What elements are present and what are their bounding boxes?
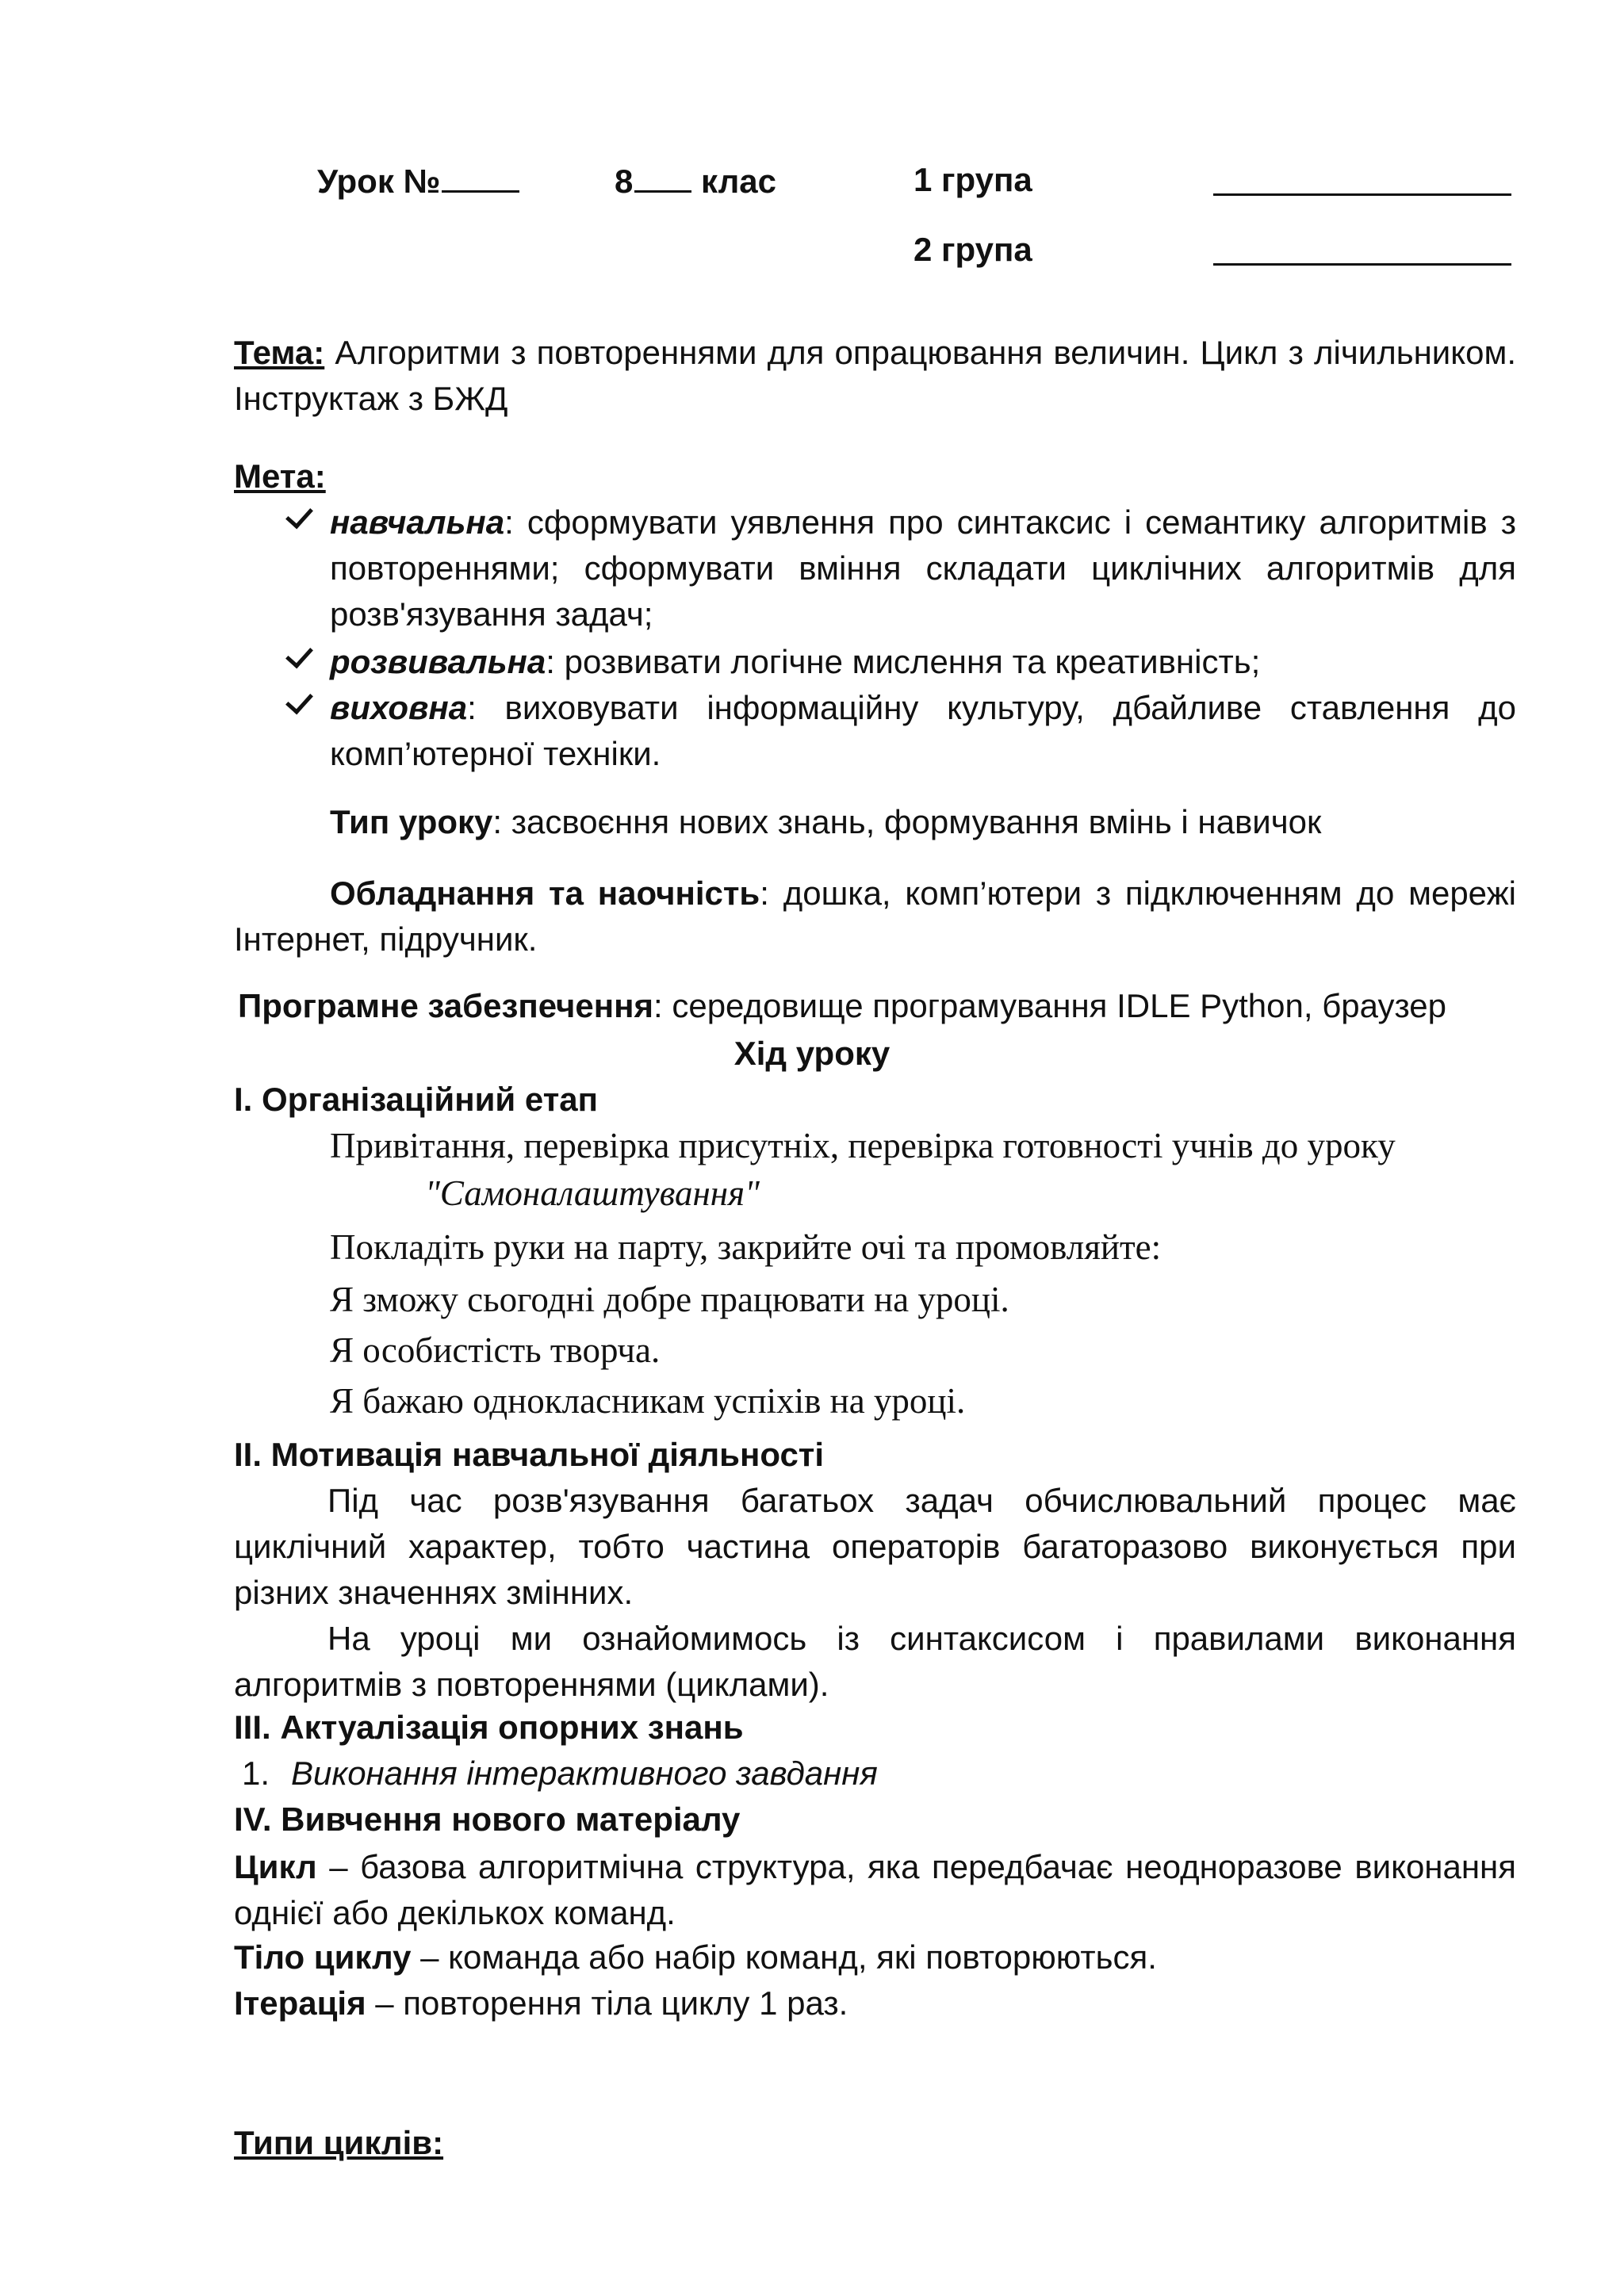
self-tuning-title: "Самоналаштування": [425, 1173, 760, 1213]
grade-blank: [634, 160, 691, 193]
list-item-number: 1.: [242, 1755, 270, 1792]
software-line: [238, 986, 1446, 1026]
lesson-number-blank: [442, 160, 519, 193]
lesson-type-line: [330, 802, 1321, 842]
affirmation-line: Я особистість творча.: [330, 1330, 661, 1370]
goal-text: : виховувати інформаційну культуру, дбайливе ставлення до комп’ютерної техніки.: [330, 689, 1516, 772]
goal-term: розвивальна: [330, 643, 546, 680]
topic-label: Тема:: [234, 334, 325, 371]
grade-field: [615, 160, 776, 201]
section-2-title: ІІ. Мотивація навчальної діяльності: [234, 1436, 825, 1473]
group-1-label: 1 група: [914, 161, 1032, 198]
software-label: Програмне забезпечення: [238, 987, 653, 1024]
instruction-line: Покладіть руки на парту, закрийте очі та промовляйте:: [330, 1227, 1162, 1267]
topic-paragraph: [234, 330, 1516, 422]
goal-item-developmental: [330, 639, 1516, 685]
section-1-title: І. Організаційний етап: [234, 1081, 598, 1118]
goals-label: Мета:: [234, 457, 326, 495]
goal-term: навчальна: [330, 503, 505, 541]
equipment-paragraph: [234, 871, 1516, 962]
grade-value: 8: [615, 163, 634, 200]
software-text: : середовище програмування IDLE Python, браузер: [653, 987, 1447, 1024]
definition-term: Ітерація: [234, 1984, 366, 2022]
definition-text: – базова алгоритмічна структура, яка передбачає неодноразове виконання однієї або декількох команд.: [234, 1848, 1516, 1931]
grade-label: клас: [701, 163, 776, 200]
topic-text: Алгоритми з повтореннями для опрацювання величин. Цикл з лічильником. Інструктаж з БЖД: [234, 334, 1516, 417]
goal-text: : сформувати уявлення про синтаксис і семантику алгоритмів з повтореннями; сформувати вміння складати циклічних алгоритмів для розв'язування задач;: [330, 503, 1516, 633]
motivation-paragraph-2: На уроці ми ознайомимось із синтаксисом і правилами виконання алгоритмів з повтореннями (циклами).: [234, 1620, 1516, 1703]
section-4-title: IV. Вивчення нового матеріалу: [234, 1800, 741, 1838]
goal-term: виховна: [330, 689, 468, 726]
goal-item-upbringing: [330, 685, 1516, 777]
greeting-line: Привітання, перевірка присутніх, перевірка готовності учнів до уроку: [330, 1126, 1396, 1165]
affirmation-line: Я бажаю однокласникам успіхів на уроці.: [330, 1381, 966, 1421]
motivation-paragraph-1: Під час розв'язування багатьох задач обчислювальний процес має циклічний характер, тобто частина операторів багаторазово виконується при різних значеннях змінних.: [234, 1482, 1516, 1611]
checkmark-icon: [285, 687, 313, 715]
course-title: Хід уроку: [733, 1035, 891, 1072]
group-2-blank: [1213, 228, 1511, 266]
definition-term: Тіло циклу: [234, 1938, 412, 1976]
equipment-label: Обладнання та наочність: [330, 874, 760, 912]
lesson-type-label: Тип уроку: [330, 803, 493, 840]
goal-text: : розвивати логічне мислення та креативність;: [546, 643, 1261, 680]
definition-loop: [234, 1844, 1516, 1936]
group-2-label: 2 група: [914, 231, 1032, 268]
lesson-number-field: [317, 160, 519, 201]
lesson-number-label: Урок №: [317, 163, 441, 200]
section-3-title: ІІІ. Актуалізація опорних знань: [234, 1709, 744, 1746]
list-item-text: Виконання інтерактивного завдання: [291, 1755, 878, 1792]
checkmark-icon: [285, 641, 313, 669]
loop-types-label: Типи циклів:: [234, 2124, 444, 2161]
checkmark-icon: [285, 501, 313, 530]
definition-iteration: [234, 1984, 848, 2023]
lesson-type-text: : засвоєння нових знань, формування вмінь і навичок: [492, 803, 1322, 840]
definition-term: Цикл: [234, 1848, 317, 1885]
definition-text: – повторення тіла циклу 1 раз.: [366, 1984, 848, 2022]
definition-loop-body: [234, 1938, 1157, 1977]
group-1-blank: [1213, 159, 1511, 196]
definition-text: – команда або набір команд, які повторюються.: [411, 1938, 1157, 1976]
affirmation-line: Я зможу сьогодні добре працювати на уроці.: [330, 1280, 1009, 1319]
goal-item-educational: [330, 499, 1516, 637]
equipment-text: : дошка, комп’ютери з підключенням до мережі Інтернет, підручник.: [234, 874, 1516, 958]
